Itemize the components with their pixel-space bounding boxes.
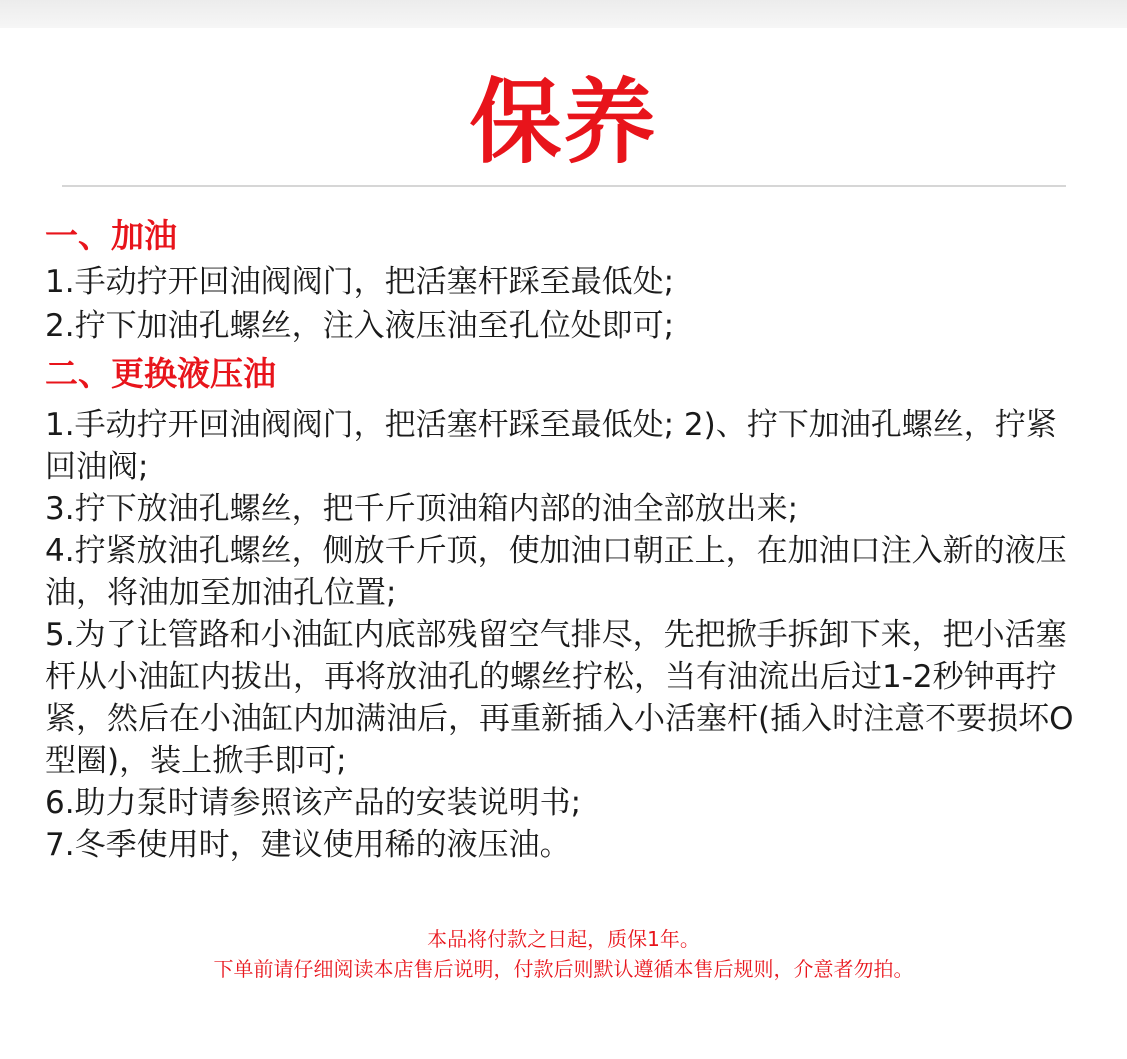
content xyxy=(45,212,1085,866)
title-divider xyxy=(62,185,1066,187)
list-item: 1.手动拧开回油阀阀门，把活塞杆踩至最低处; xyxy=(45,264,675,300)
section-replace-oil xyxy=(45,350,1085,866)
list-item: 1.手动拧开回油阀阀门，把活塞杆踩至最低处; 2)、拧下加油孔螺丝，拧紧回油阀; xyxy=(45,407,1057,485)
section-heading: 二、更换液压油 xyxy=(45,354,276,393)
top-band xyxy=(0,0,1127,28)
list-item: 4.拧紧放油孔螺丝，侧放千斤顶，使加油口朝正上，在加油口注入新的液压油，将油加至加油孔位置; xyxy=(45,533,1067,611)
section-refuel xyxy=(45,212,1085,348)
list-item: 7.冬季使用时，建议使用稀的液压油。 xyxy=(45,827,571,863)
list-item: 5.为了让管路和小油缸内底部残留空气排尽，先把掀手拆卸下来，把小活塞杆从小油缸内拔出，再将放油孔的螺丝拧松，当有油流出后过1-2秒钟再拧紧，然后在小油缸内加满油后，再重新插入小活塞杆(插入时注意不要损坏O型圈)，装上掀手即可; xyxy=(45,617,1074,779)
purchase-notice-line: 下单前请仔细阅读本店售后说明，付款后则默认遵循本售后规则，介意者勿拍。 xyxy=(213,957,914,981)
warranty-notice xyxy=(0,924,1127,984)
section-heading: 一、加油 xyxy=(45,216,177,255)
list-item: 3.拧下放油孔螺丝，把千斤顶油箱内部的油全部放出来; xyxy=(45,491,799,527)
page-title: 保养 xyxy=(469,69,658,176)
warranty-line: 本品将付款之日起，质保1年。 xyxy=(427,927,700,951)
list-item: 2.拧下加油孔螺丝，注入液压油至孔位处即可; xyxy=(45,308,675,344)
list-item: 6.助力泵时请参照该产品的安装说明书; xyxy=(45,785,582,821)
